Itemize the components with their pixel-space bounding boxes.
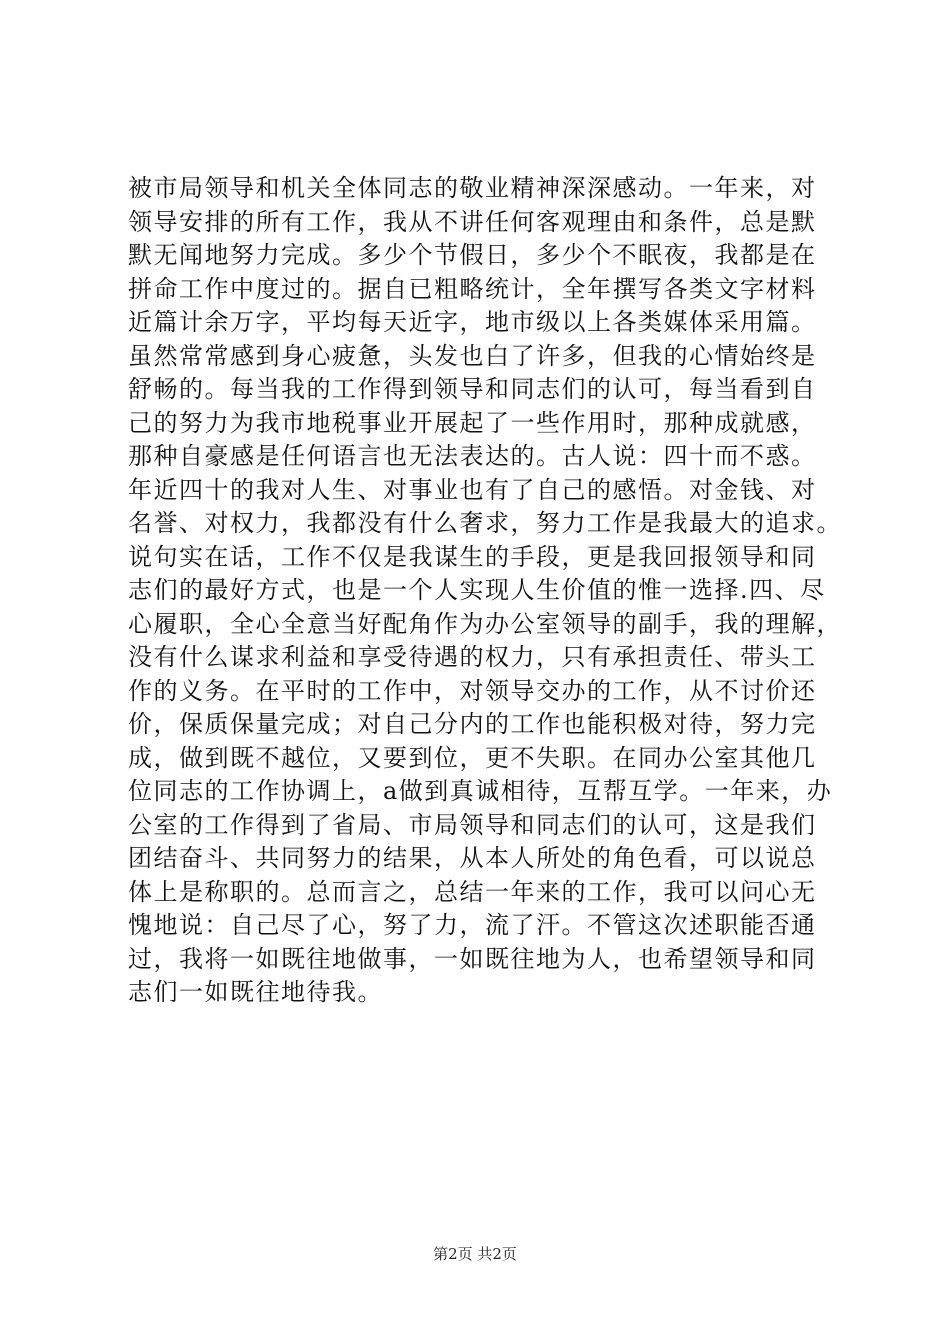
text-line: 领导安排的所有工作，我从不讲任何客观理由和条件，总是默 <box>128 207 817 236</box>
text-line: 被市局领导和机关全体同志的敬业精神深深感动。一年来，对 <box>128 174 817 202</box>
text-line: 团结奋斗、共同努力的结果，从本人所处的角色看，可以说总 <box>128 844 817 872</box>
text-line: 拼命工作中度过的。据自已粗略统计，全年撰写各类文字材料 <box>128 274 817 303</box>
text-line: 虽然常常感到身心疲惫，头发也白了许多，但我的心情始终是 <box>128 341 817 370</box>
text-line: 没有什么谋求利益和享受待遇的权力，只有承担责任、带头工 <box>128 643 817 671</box>
text-line: 位同志的工作协调上，a做到真诚相待，互帮互学。一年来，办 <box>128 777 833 805</box>
text-line: 年近四十的我对人生、对事业也有了自己的感悟。对金钱、对 <box>128 475 817 504</box>
text-line: 名誉、对权力，我都没有什么奢求，努力工作是我最大的追求。 <box>128 509 842 537</box>
text-line: 志们的最好方式，也是一个人实现人生价值的惟一选择.四、尽 <box>128 576 826 604</box>
text-line: 默无闻地努力完成。多少个节假日，多少个不眠夜，我都是在 <box>128 241 817 269</box>
text-line: 志们一如既往地待我。 <box>128 978 383 1006</box>
text-line: 那种自豪感是任何语言也无法表达的。古人说：四十而不惑。 <box>128 442 817 470</box>
body-text <box>128 172 848 1010</box>
text-line: 己的努力为我市地税事业开展起了一些作用时，那种成就感， <box>128 408 817 437</box>
text-line: 心履职，全心全意当好配角作为办公室领导的副手，我的理解， <box>128 609 842 638</box>
text-line: 过，我将一如既往地做事，一如既往地为人，也希望领导和同 <box>128 944 817 973</box>
text-line: 成，做到既不越位，又要到位，更不失职。在同办公室其他几 <box>128 743 817 772</box>
text-line: 公室的工作得到了省局、市局领导和同志们的认可，这是我们 <box>128 810 817 839</box>
page-footer: 第2页 共2页 <box>433 1245 517 1263</box>
text-line: 说句实在话，工作不仅是我谋生的手段，更是我回报领导和同 <box>128 542 817 571</box>
text-line: 愧地说：自己尽了心，努了力，流了汗。不管这次述职能否通 <box>128 911 817 939</box>
text-line: 作的义务。在平时的工作中，对领导交办的工作，从不讨价还 <box>128 676 817 705</box>
text-line: 体上是称职的。总而言之，总结一年来的工作，我可以问心无 <box>128 877 817 906</box>
text-line: 价，保质保量完成；对自己分内的工作也能积极对待，努力完 <box>128 710 817 738</box>
text-line: 近篇计余万字，平均每天近字，地市级以上各类媒体采用篇。 <box>128 308 817 336</box>
text-line: 舒畅的。每当我的工作得到领导和同志们的认可，每当看到自 <box>128 375 817 403</box>
